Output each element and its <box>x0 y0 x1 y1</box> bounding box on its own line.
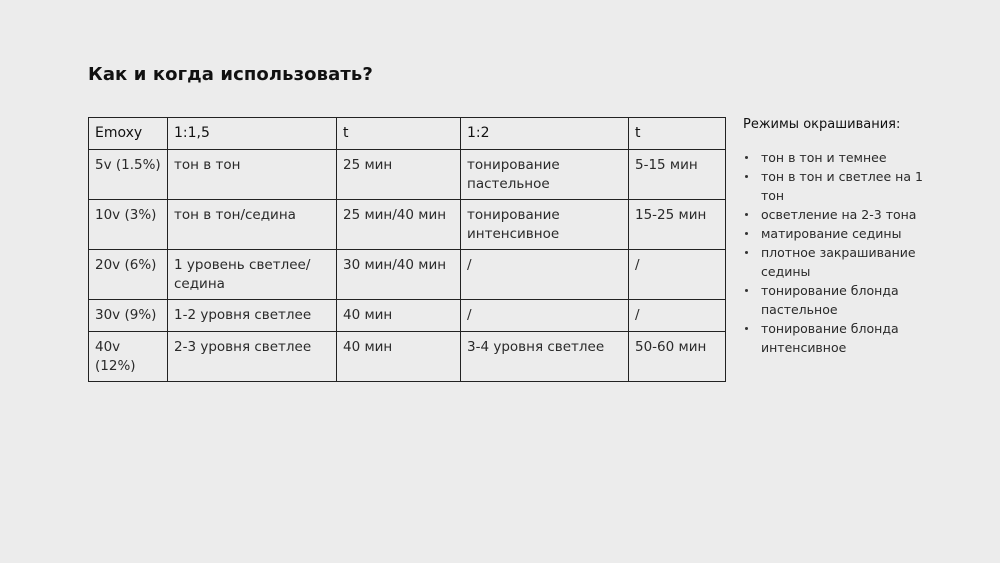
table-cell: / <box>461 250 629 300</box>
table-row <box>89 300 726 332</box>
list-item: тон в тон и светлее на 1 тон <box>761 167 943 205</box>
list-item: тон в тон и темнее <box>761 148 943 167</box>
table-cell: 1-2 уровня светлее <box>168 300 337 332</box>
table-cell: 20v (6%) <box>89 250 168 300</box>
table-header-row <box>89 118 726 150</box>
table-cell: 30v (9%) <box>89 300 168 332</box>
header-time-2: t <box>629 118 726 150</box>
table-row <box>89 150 726 200</box>
table-cell: 5-15 мин <box>629 150 726 200</box>
table-row <box>89 332 726 382</box>
table-cell: 40v (12%) <box>89 332 168 382</box>
header-developer: Emoxy <box>89 118 168 150</box>
list-item: тонирование блонда интенсивное <box>761 319 943 357</box>
header-ratio-1-2: 1:2 <box>461 118 629 150</box>
table-cell: 25 мин <box>337 150 461 200</box>
coloring-modes-panel <box>743 117 943 357</box>
list-item: тонирование блонда пастельное <box>761 281 943 319</box>
table-cell: 30 мин/40 мин <box>337 250 461 300</box>
table-cell: 15-25 мин <box>629 200 726 250</box>
dilution-table <box>88 117 726 382</box>
table-cell: 40 мин <box>337 300 461 332</box>
table-cell: / <box>629 300 726 332</box>
list-item: осветление на 2-3 тона <box>761 205 943 224</box>
table-cell: тон в тон <box>168 150 337 200</box>
table-row <box>89 200 726 250</box>
list-item: матирование седины <box>761 224 943 243</box>
page-title: Как и когда использовать? <box>88 64 373 85</box>
table-cell: 3-4 уровня светлее <box>461 332 629 382</box>
table-row <box>89 250 726 300</box>
table-cell: 10v (3%) <box>89 200 168 250</box>
coloring-modes-list <box>743 148 943 357</box>
header-ratio-1-1-5: 1:1,5 <box>168 118 337 150</box>
table-cell: 1 уровень светлее/седина <box>168 250 337 300</box>
coloring-modes-heading: Режимы окрашивания: <box>743 117 901 132</box>
header-time-1: t <box>337 118 461 150</box>
table-cell: / <box>461 300 629 332</box>
table-cell: 2-3 уровня светлее <box>168 332 337 382</box>
table-cell: тон в тон/седина <box>168 200 337 250</box>
table-cell: 40 мин <box>337 332 461 382</box>
table-cell: / <box>629 250 726 300</box>
table-cell: 5v (1.5%) <box>89 150 168 200</box>
list-item: плотное закрашивание седины <box>761 243 943 281</box>
table-cell: 25 мин/40 мин <box>337 200 461 250</box>
table-cell: тонирование интенсивное <box>461 200 629 250</box>
table-cell: 50-60 мин <box>629 332 726 382</box>
table-cell: тонирование пастельное <box>461 150 629 200</box>
